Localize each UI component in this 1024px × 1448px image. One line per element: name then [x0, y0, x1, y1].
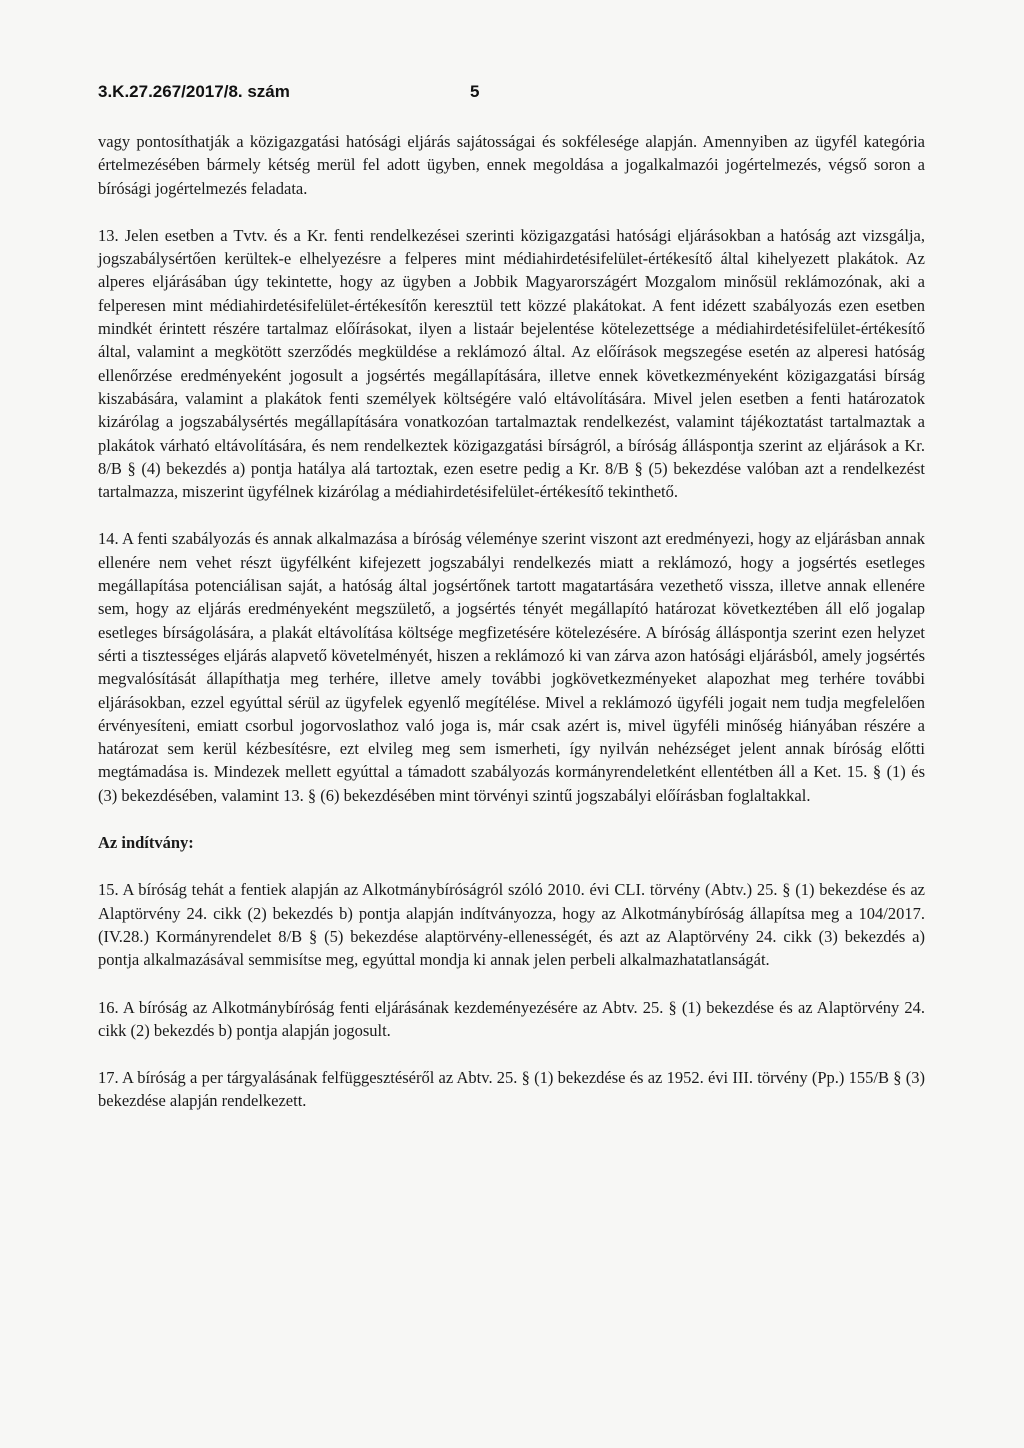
- document-body: [98, 130, 925, 1113]
- paragraph-number: 17.: [98, 1068, 119, 1088]
- paragraph-text: A bíróság a per tárgyalásának felfüggesztéséről az Abtv. 25. § (1) bekezdése és az 1952. évi III. törvény (Pp.) 155/B § (3) bekezdése alapján rendelkezett.: [98, 1068, 925, 1111]
- paragraph-text: Jelen esetben a Tvtv. és a Kr. fenti rendelkezései szerinti közigazgatási hatósági eljárásokban a hatóság azt vizsgálja, jogszabálysértően kerültek-e elhelyezésre a felperes mint médiahirdetésifelület-értékesítő által kihelyezett plakátok. Az alperes eljárásában úgy tekintette, hogy az ügyben a Jobbik Magyarországért Mozgalom minősül reklámozónak, aki a felperesen mint médiahirdetésifelület-értékesítőn keresztül tett közzé plakátokat. A fent idézett szabályozás ezen esetben mindkét érintett részére tartalmaz előírásokat, ilyen a listaár bejelentése kötelezettsége a médiahirdetésifelület-értékesítő által, valamint a megkötött szerződés megküldése a reklámozó által. Az előírások megszegése esetén az alperesi hatóság ellenőrzése eredményeként jogosult a jogsértés megállapítására, illetve ennek következményeként közigazgatási bírság kiszabására, valamint a plakátok fenti személyek költségére való eltávolítására. Mivel jelen esetben a fenti határozatok kizárólag a jogszabálysértés megállapítására vonatkozóan tartalmaztak rendelkezést, valamint tájékoztatást tartalmaztak a plakátok várható eltávolítására, és nem rendelkeztek közigazgatási bírságról, a bíróság álláspontja szerint az eljárások a Kr. 8/B § (4) bekezdés a) pontja hatálya alá tartoztak, ezen esetre pedig a Kr. 8/B § (5) bekezdése valóban azt a rendelkezést tartalmazza, miszerint ügyfélnek kizárólag a médiahirdetésifelület-értékesítő tekinthető.: [98, 225, 925, 502]
- paragraph-16: [98, 996, 925, 1043]
- paragraph-number: 16.: [98, 997, 119, 1017]
- case-number: 3.K.27.267/2017/8. szám: [98, 82, 290, 101]
- paragraph-17: [98, 1066, 925, 1113]
- paragraph-number: 14.: [98, 529, 119, 549]
- section-heading: Az indítvány:: [98, 833, 194, 853]
- page-number: 5: [470, 82, 480, 101]
- paragraph-text: A fenti szabályozás és annak alkalmazása a bíróság véleménye szerint viszont azt eredményezi, hogy az eljárásban annak ellenére nem vehet részt ügyfélként kifejezett jogszabályi rendelkezés miatt a reklámozó, hogy a jogsértés esetleges megállapítása potenciálisan saját, a hatóság által jogsértőnek tartott magatartására vezethető vissza, illetve annak ellenére sem, hogy az eljárás eredményeként megszülető, a jogsértés tényét megállapító határozat következtében áll elő jogalap esetleges bírságolására, a plakát eltávolítása költsége megfizetésére kötelezésére. A bíróság álláspontja szerint ezen helyzet sérti a tisztességes eljárás alapvető követelményét, hiszen a reklámozó ki van zárva azon hatósági eljárásból, amely jogsértés megvalósítását állapíthatja meg terhére, illetve amely további jogkövetkezményeket alapozhat meg terhére további eljárásokban, ezzel egyúttal sérül az ügyfelek egyenlő megítélése. Mivel a reklámozó ügyféli jogait nem tudja megfelelően érvényesíteni, emiatt csorbul jogorvoslathoz való joga is, már csak azért is, mivel ügyféli minőség hiányában részére a határozat sem kerül kézbesítésre, ezt elvileg meg sem ismerheti, így nyilván nehézséget jelent annak bíróság előtti megtámadása is. Mindezek mellett egyúttal a támadott szabályozás kormányrendeletként ellentétben áll a Ket. 15. § (1) és (3) bekezdésében, valamint 13. § (6) bekezdésében mint törvényi szintű jogszabályi előírásban foglaltakkal.: [98, 529, 926, 805]
- paragraph-text: A bíróság az Alkotmánybíróság fenti eljárásának kezdeményezésére az Abtv. 25. § (1) bekezdése és az Alaptörvény 24. cikk (2) bekezdés b) pontja alapján jogosult.: [98, 997, 925, 1040]
- paragraph-number: 15.: [98, 880, 119, 900]
- paragraph-number: 13.: [98, 225, 119, 245]
- intro-paragraph: vagy pontosíthatják a közigazgatási hatósági eljárás sajátosságai és sokfélesége alapján. Amennyiben az ügyfél kategória értelmezésében bármely kétség merül fel adott ügyben, ennek megoldása a jogalkalmazói jogértelmezés, végső soron a bírósági jogértelmezés feladata.: [98, 132, 925, 198]
- paragraph-13: [98, 224, 925, 504]
- paragraph-15: [98, 878, 925, 971]
- paragraph-14: [98, 527, 925, 807]
- paragraph-text: A bíróság tehát a fentiek alapján az Alkotmánybíróságról szóló 2010. évi CLI. törvény (Abtv.) 25. § (1) bekezdése és az Alaptörvény 24. cikk (2) bekezdés b) pontja alapján indítványozza, hogy az Alkotmánybíróság állapítsa meg a 104/2017. (IV.28.) Kormányrendelet 8/B § (5) bekezdése alaptörvény-ellenességét, és azt az Alaptörvény 24. cikk (3) bekezdés a) pontja alkalmazásával semmisítse meg, egyúttal mondja ki annak jelen perbeli alkalmazhatatlanságát.: [98, 880, 926, 970]
